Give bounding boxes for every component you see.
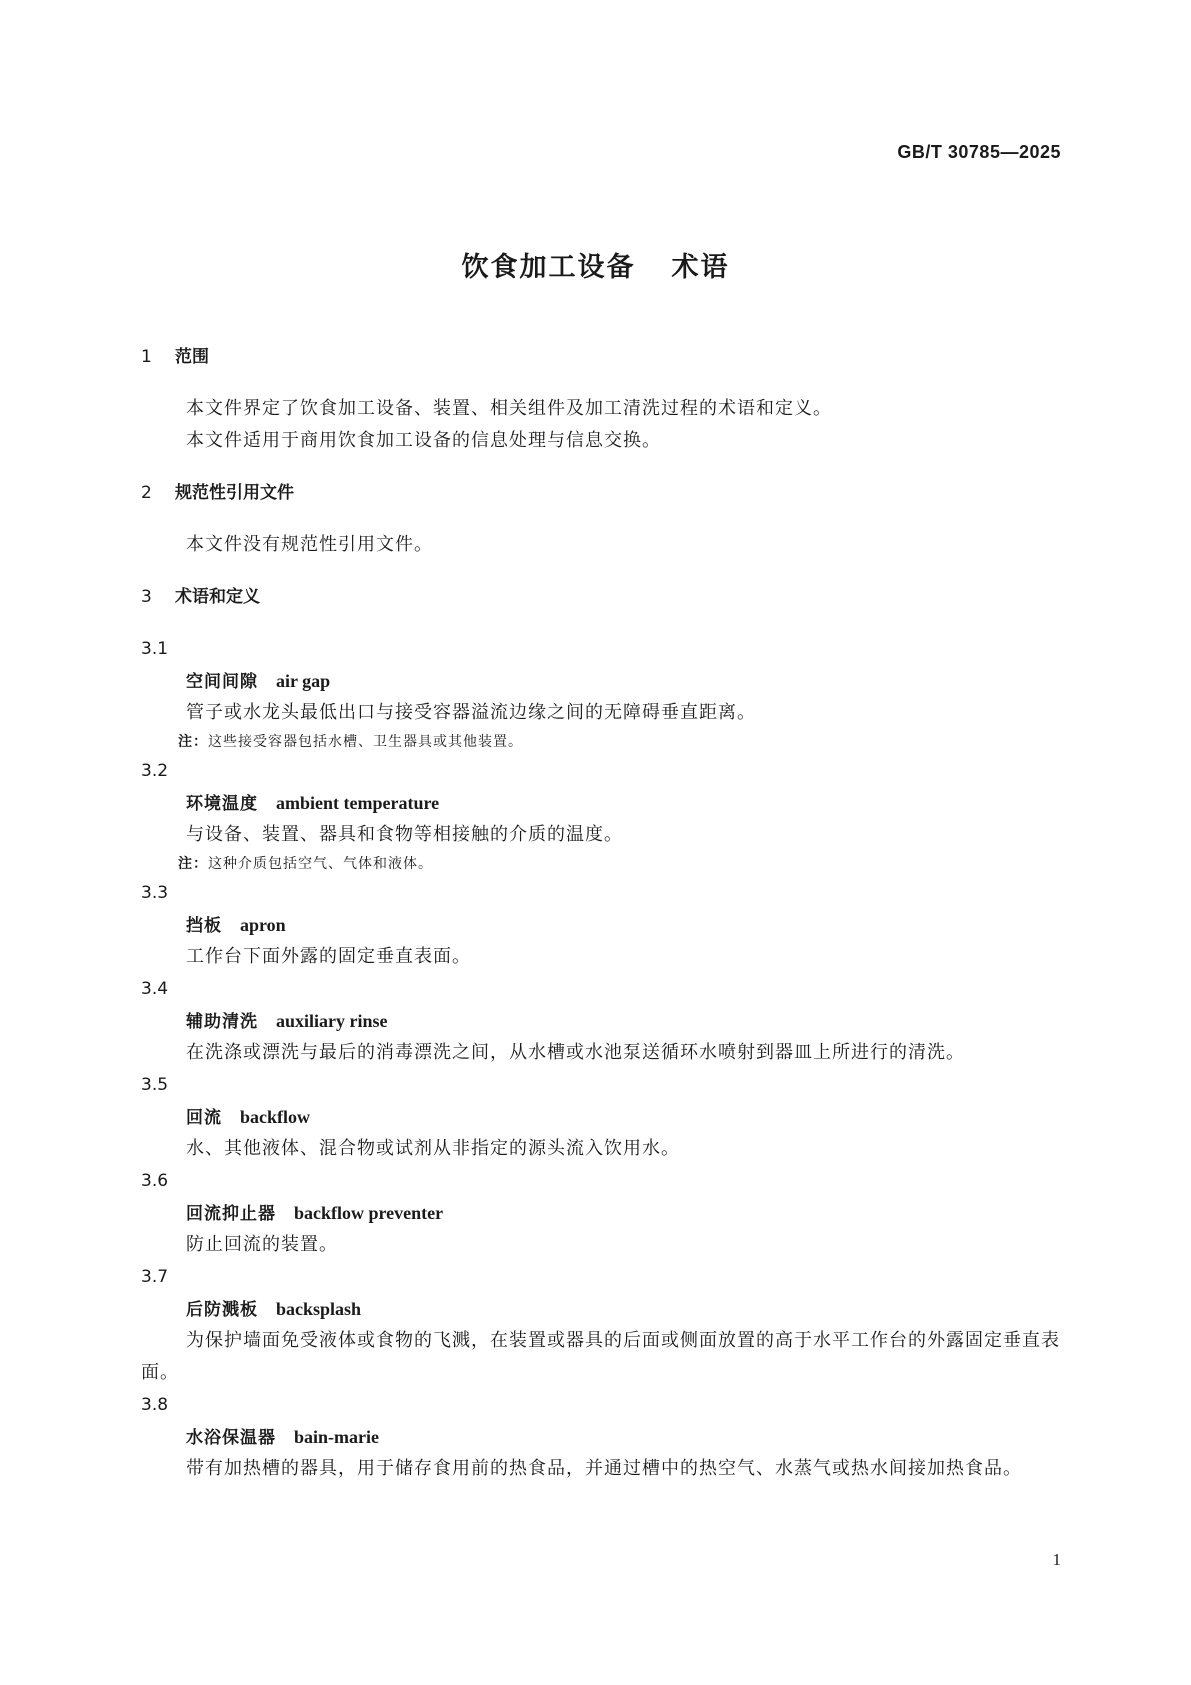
term-zh: 后防溅板 [186, 1300, 258, 1320]
term-zh: 挡板 [186, 916, 222, 936]
term-zh: 空间间隙 [186, 672, 258, 692]
document-body [0, 343, 1191, 1485]
note-text: 这种介质包括空气、气体和液体。 [208, 856, 433, 872]
term-en: bain-marie [294, 1427, 379, 1447]
term-number: 3.2 [141, 761, 169, 781]
section-number: 3 [141, 587, 152, 607]
section-heading-scope [141, 343, 1191, 371]
section-title: 范围 [175, 347, 209, 367]
section-title: 术语和定义 [175, 587, 260, 607]
term-note [178, 729, 1191, 755]
term-definition: 管子或水龙头最低出口与接受容器溢流边缘之间的无障碍垂直距离。 [186, 702, 756, 723]
term-number: 3.3 [141, 883, 169, 903]
section-heading-normative-references [141, 479, 1191, 507]
term-number: 3.7 [141, 1267, 169, 1287]
term-en: ambient temperature [276, 793, 440, 813]
term-definition: 防止回流的装置。 [186, 1234, 338, 1255]
term-en: auxiliary rinse [276, 1011, 388, 1031]
term-definition: 与设备、装置、器具和食物等相接触的介质的温度。 [186, 824, 623, 845]
section-number: 2 [141, 483, 152, 503]
term-heading [186, 1293, 1191, 1325]
term-number: 3.1 [141, 639, 169, 659]
term-number: 3.5 [141, 1075, 169, 1095]
term-zh: 辅助清洗 [186, 1012, 258, 1032]
term-heading [186, 1421, 1191, 1453]
scope-paragraph: 本文件适用于商用饮食加工设备的信息处理与信息交换。 [186, 430, 661, 451]
term-zh: 回流 [186, 1108, 222, 1128]
term-en: backflow [240, 1107, 311, 1127]
scope-paragraph: 本文件界定了饮食加工设备、装置、相关组件及加工清洗过程的术语和定义。 [186, 398, 832, 419]
term-heading [186, 909, 1191, 941]
term-number: 3.4 [141, 979, 169, 999]
term-zh: 环境温度 [186, 794, 258, 814]
title-sub: 术语 [671, 252, 730, 283]
term-heading [186, 665, 1191, 697]
term-heading [186, 1101, 1191, 1133]
note-label: 注： [178, 856, 208, 872]
standard-number: GB/T 30785—2025 [897, 142, 1061, 162]
term-definition: 工作台下面外露的固定垂直表面。 [186, 946, 471, 967]
term-number: 3.6 [141, 1171, 169, 1191]
term-definition: 带有加热槽的器具，用于储存食用前的热食品，并通过槽中的热空气、水蒸气或热水间接加热食品。 [186, 1458, 1022, 1479]
term-en: air gap [276, 671, 331, 691]
note-text: 这些接受容器包括水槽、卫生器具或其他装置。 [208, 734, 523, 750]
page-number: 1 [1052, 1550, 1061, 1569]
term-definition: 在洗涤或漂洗与最后的消毒漂洗之间，从水槽或水池泵送循环水喷射到器皿上所进行的清洗。 [186, 1042, 965, 1063]
document-title [0, 245, 1191, 284]
term-heading [186, 1197, 1191, 1229]
section-title: 规范性引用文件 [175, 483, 294, 503]
section-heading-terms [141, 583, 1191, 611]
term-en: apron [240, 915, 286, 935]
term-en: backflow preventer [294, 1203, 444, 1223]
term-number: 3.8 [141, 1395, 169, 1415]
note-label: 注： [178, 734, 208, 750]
term-zh: 回流抑止器 [186, 1204, 276, 1224]
term-definition: 为保护墙面免受液体或食物的飞溅，在装置或器具的后面或侧面放置的高于水平工作台的外露固定垂直表面。 [141, 1330, 1060, 1383]
section-number: 1 [141, 347, 152, 367]
term-definition: 水、其他液体、混合物或试剂从非指定的源头流入饮用水。 [186, 1138, 680, 1159]
term-en: backsplash [276, 1299, 362, 1319]
term-note [178, 851, 1191, 877]
term-zh: 水浴保温器 [186, 1428, 276, 1448]
term-heading [186, 1005, 1191, 1037]
normative-references-paragraph: 本文件没有规范性引用文件。 [186, 534, 433, 555]
term-heading [186, 787, 1191, 819]
title-main: 饮食加工设备 [461, 252, 636, 283]
